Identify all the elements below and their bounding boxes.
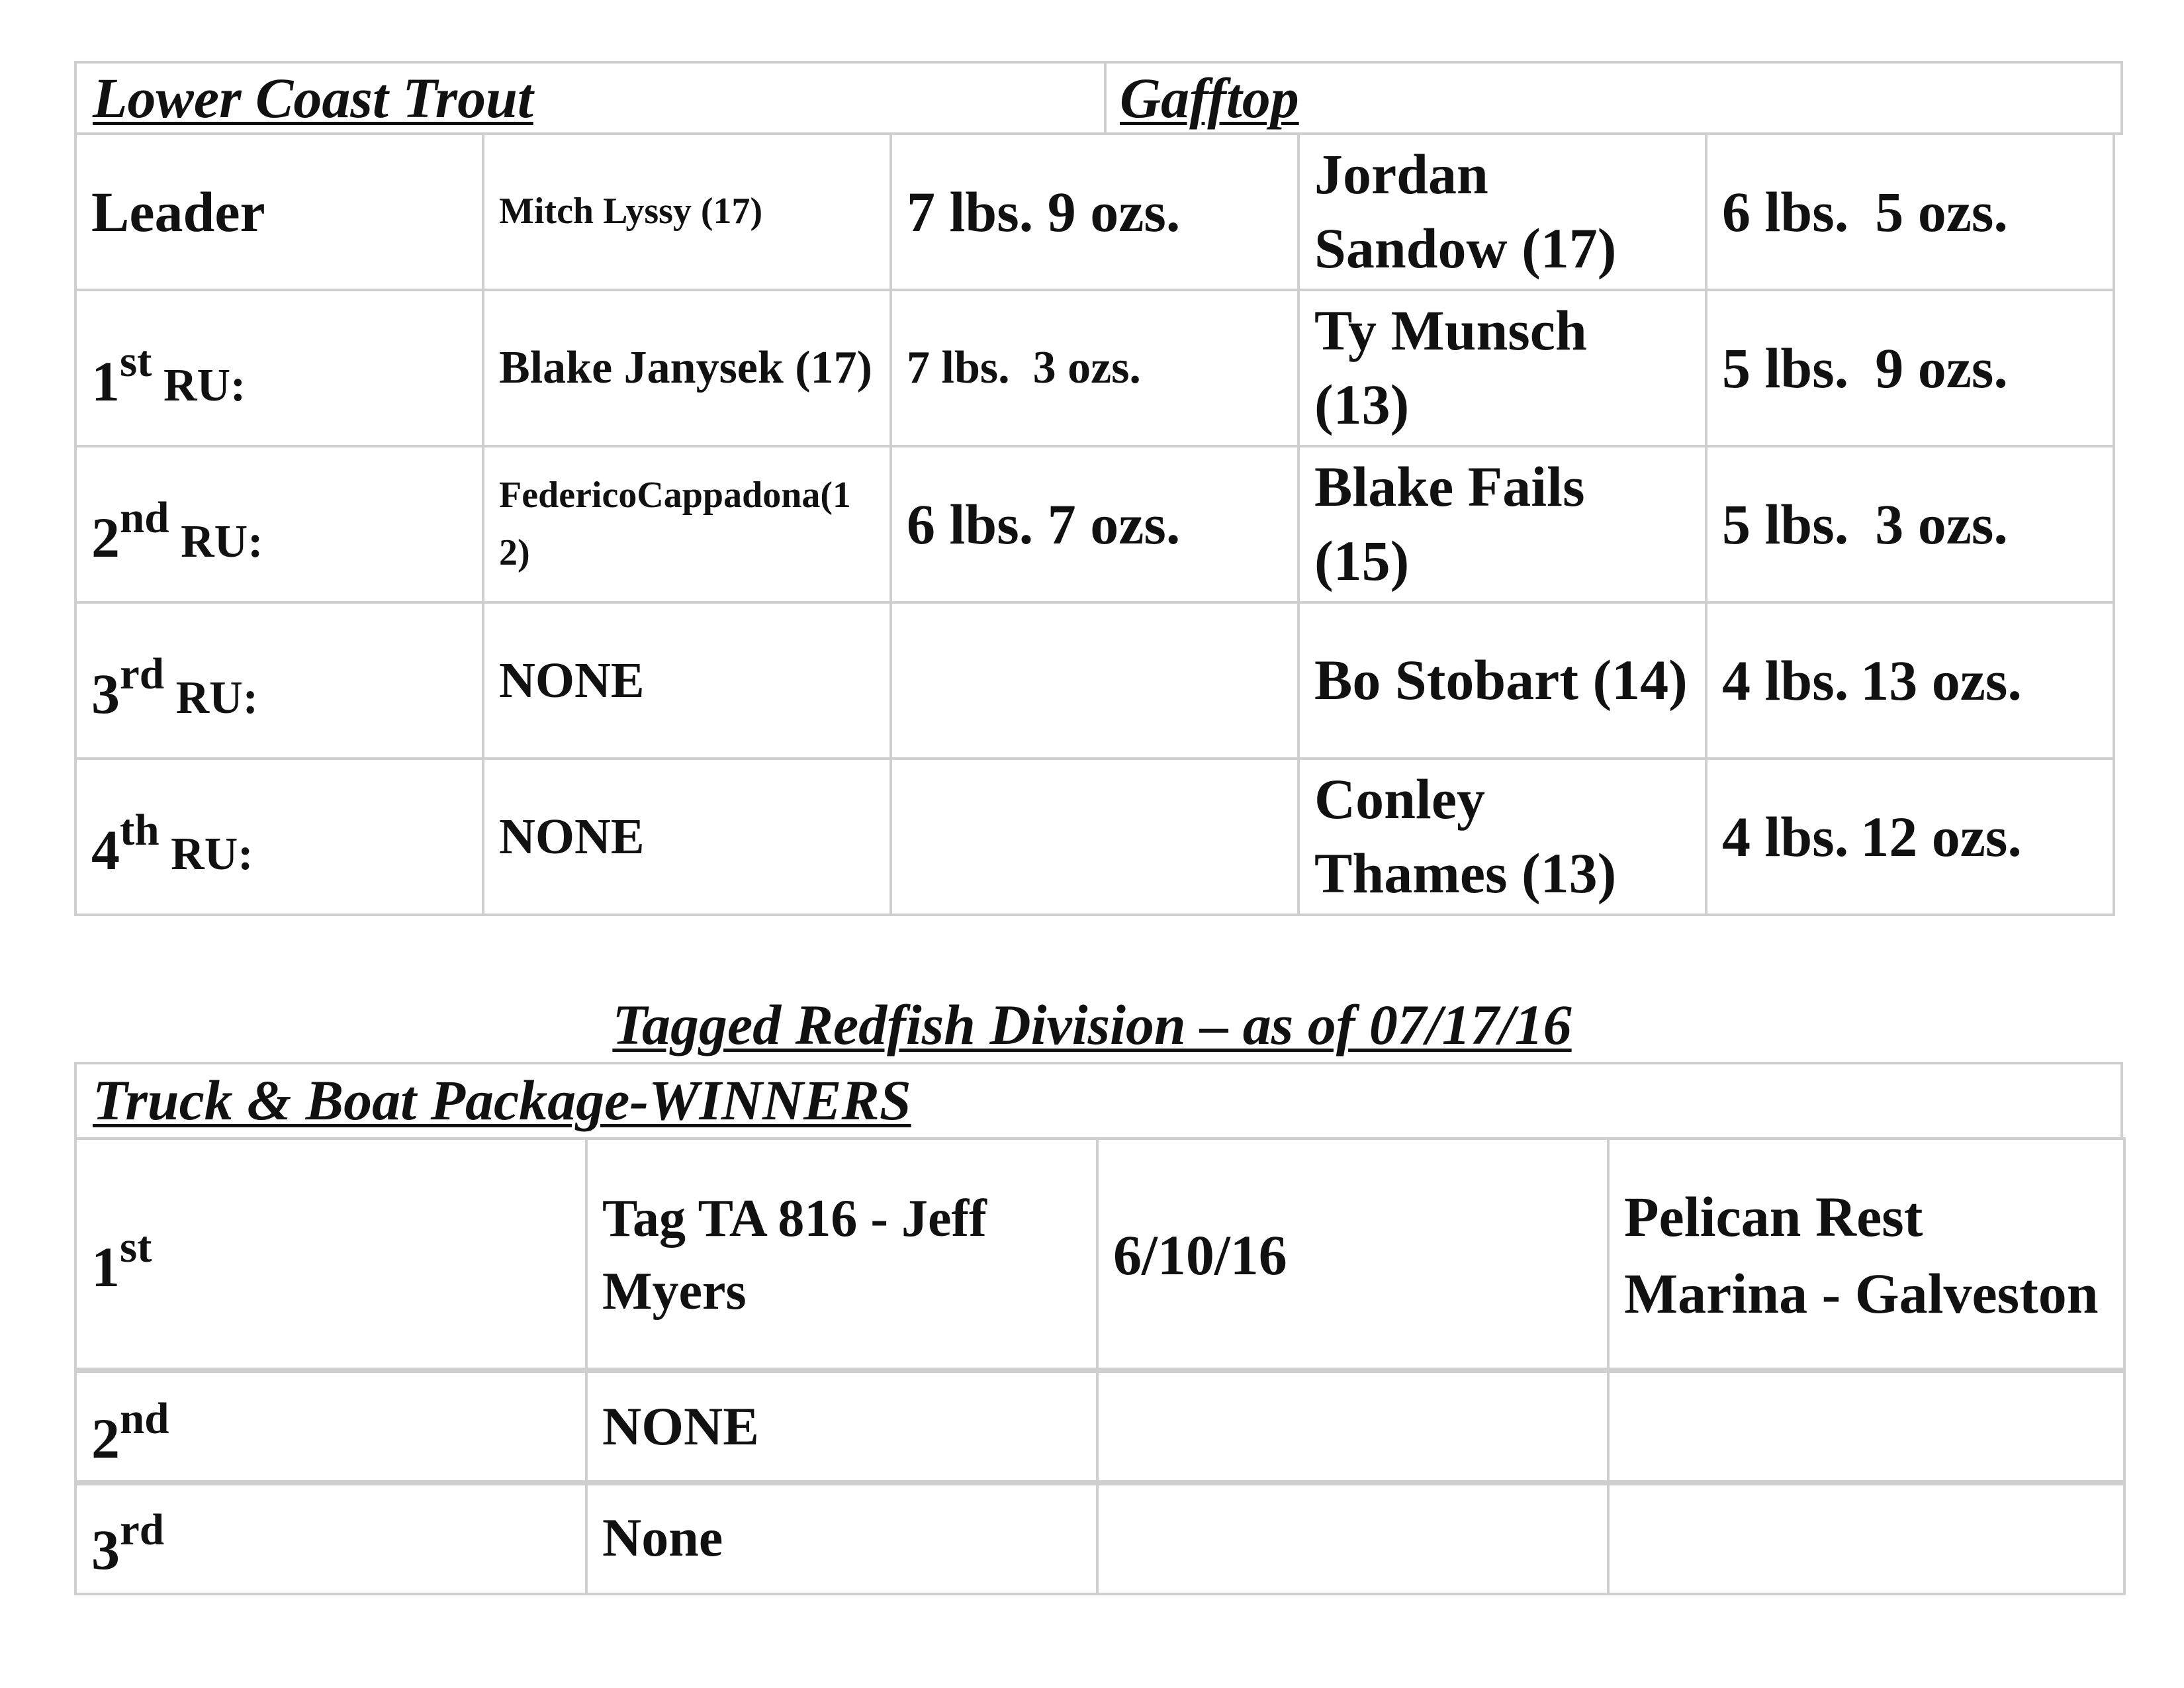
gafftop-ozs: 12 ozs. [1860, 804, 2022, 868]
gafftop-weight [1722, 485, 2008, 564]
tag-winner: NONE [602, 1396, 759, 1457]
gafftop-lbs: 6 lbs. [1722, 179, 1849, 244]
redfish-row-0-date-cell [1096, 1137, 1610, 1373]
gafftop-lbs: 5 lbs. [1722, 492, 1849, 556]
place-label [91, 492, 263, 577]
trout-row-3-trout-name-cell [482, 601, 892, 760]
redfish-row-2-tag-cell [585, 1480, 1099, 1595]
place-number: 1 [91, 1235, 120, 1299]
trout-row-3-gafftop-name-cell [1297, 601, 1707, 760]
place-label [91, 804, 253, 890]
place-ordinal: rd [120, 1504, 165, 1554]
gafftop-weight [1722, 798, 2022, 876]
trout-row-4-gafftop-name-cell [1297, 757, 1707, 916]
gafftop-angler-name: Bo Stobart (14) [1314, 648, 1688, 712]
trout-title: Lower Coast Trout [93, 66, 533, 130]
trout-row-1-gafftop-name-cell [1297, 289, 1707, 447]
trout-row-0-trout-name-cell [482, 132, 892, 291]
gafftop-angler-name: Ty Munsch (13) [1314, 299, 1587, 436]
trout-row-0-gafftop-weight-cell [1705, 132, 2115, 291]
trout-row-4-trout-weight-cell [889, 757, 1300, 916]
trout-row-4-trout-name-cell [482, 757, 892, 916]
place-ordinal: nd [120, 492, 169, 542]
trout-row-3-trout-weight-cell [889, 601, 1300, 760]
redfish-row-2-location-cell [1607, 1480, 2126, 1595]
redfish-row-1-tag-cell [585, 1368, 1099, 1485]
place-suffix: RU: [159, 828, 253, 880]
redfish-heading: Tagged Redfish Division – as of 07/17/16 [612, 993, 1572, 1056]
trout-row-1-gafftop-weight-cell [1705, 289, 2115, 447]
place-ordinal: st [120, 336, 152, 386]
trout-angler-name: NONE [499, 808, 645, 865]
trout-row-2-trout-name-cell [482, 445, 892, 604]
trout-angler-name: Blake Janysek (17) [499, 342, 872, 393]
redfish-title-cell [74, 1062, 2123, 1140]
gafftop-weight [1722, 173, 2008, 252]
trout-row-2-place-cell [74, 445, 484, 604]
place-suffix: RU: [152, 359, 246, 411]
trout-row-4-gafftop-weight-cell [1705, 757, 2115, 916]
title-cell-trout [74, 61, 1107, 135]
trout-row-0-gafftop-name-cell [1297, 132, 1707, 291]
gafftop-ozs: 5 ozs. [1875, 179, 2008, 244]
place-ordinal: th [120, 804, 159, 855]
place-suffix: RU: [164, 672, 259, 724]
place-label [91, 1221, 152, 1307]
trout-weight: 7 lbs. 9 ozs. [907, 179, 1181, 244]
gafftop-weight [1722, 641, 2022, 720]
redfish-row-1-location-cell [1607, 1368, 2126, 1485]
title-cell-gafftop [1104, 61, 2123, 135]
tag-winner: None [602, 1507, 723, 1568]
place-number: 1 [91, 349, 120, 413]
place-label [91, 1393, 169, 1478]
trout-row-3-place-cell [74, 601, 484, 760]
trout-row-2-gafftop-weight-cell [1705, 445, 2115, 604]
trout-weight: 7 lbs. 3 ozs. [907, 342, 1141, 393]
redfish-row-0-location-cell [1607, 1137, 2126, 1373]
trout-row-2-trout-weight-cell [889, 445, 1300, 604]
place-number: 2 [91, 1406, 120, 1470]
gafftop-ozs: 9 ozs. [1875, 336, 2008, 400]
gafftop-ozs: 13 ozs. [1860, 648, 2022, 712]
place-label [91, 1504, 165, 1589]
redfish-row-0-place-cell [74, 1137, 588, 1373]
trout-row-1-trout-weight-cell [889, 289, 1300, 447]
gafftop-lbs: 5 lbs. [1722, 336, 1849, 400]
place-number: 4 [91, 818, 120, 882]
trout-row-1-trout-name-cell [482, 289, 892, 447]
place-ordinal: nd [120, 1393, 169, 1443]
catch-location: Pelican Rest Marina - Galveston [1624, 1184, 2099, 1325]
trout-row-0-place-cell [74, 132, 484, 291]
redfish-row-2-place-cell [74, 1480, 588, 1595]
gafftop-lbs: 4 lbs. [1722, 648, 1849, 712]
trout-row-2-gafftop-name-cell [1297, 445, 1707, 604]
place-number: 2 [91, 505, 120, 569]
place-number: 3 [91, 661, 120, 726]
place-label: Leader [91, 179, 265, 244]
redfish-row-0-tag-cell [585, 1137, 1099, 1373]
trout-row-3-gafftop-weight-cell [1705, 601, 2115, 760]
tag-winner: Tag TA 816 - Jeff Myers [602, 1189, 987, 1321]
trout-angler-name: Mitch Lyssy (17) [499, 191, 763, 232]
gafftop-weight [1722, 329, 2008, 408]
redfish-row-1-place-cell [74, 1368, 588, 1485]
place-ordinal: st [120, 1221, 152, 1272]
place-number: 3 [91, 1517, 120, 1581]
trout-row-4-place-cell [74, 757, 484, 916]
trout-angler-name: NONE [499, 652, 645, 708]
place-label [91, 648, 259, 733]
place-suffix: RU: [169, 516, 263, 567]
trout-row-0-trout-weight-cell [889, 132, 1300, 291]
redfish-row-1-date-cell [1096, 1368, 1610, 1485]
gafftop-lbs: 4 lbs. [1722, 804, 1849, 868]
redfish-row-2-date-cell [1096, 1480, 1610, 1595]
trout-angler-name: FedericoCappadona(12) [499, 475, 851, 573]
place-label [91, 336, 246, 421]
catch-date: 6/10/16 [1113, 1223, 1287, 1287]
trout-row-1-place-cell [74, 289, 484, 447]
gafftop-angler-name: Blake Fails (15) [1314, 455, 1585, 592]
redfish-table-title: Truck & Boat Package-WINNERS [93, 1068, 911, 1132]
gafftop-angler-name: Conley Thames (13) [1314, 767, 1617, 905]
gafftop-ozs: 3 ozs. [1875, 492, 2008, 556]
gafftop-title: Gafftop [1120, 66, 1299, 130]
place-ordinal: rd [120, 648, 165, 698]
gafftop-angler-name: Jordan Sandow (17) [1314, 142, 1617, 280]
trout-weight: 6 lbs. 7 ozs. [907, 492, 1181, 556]
